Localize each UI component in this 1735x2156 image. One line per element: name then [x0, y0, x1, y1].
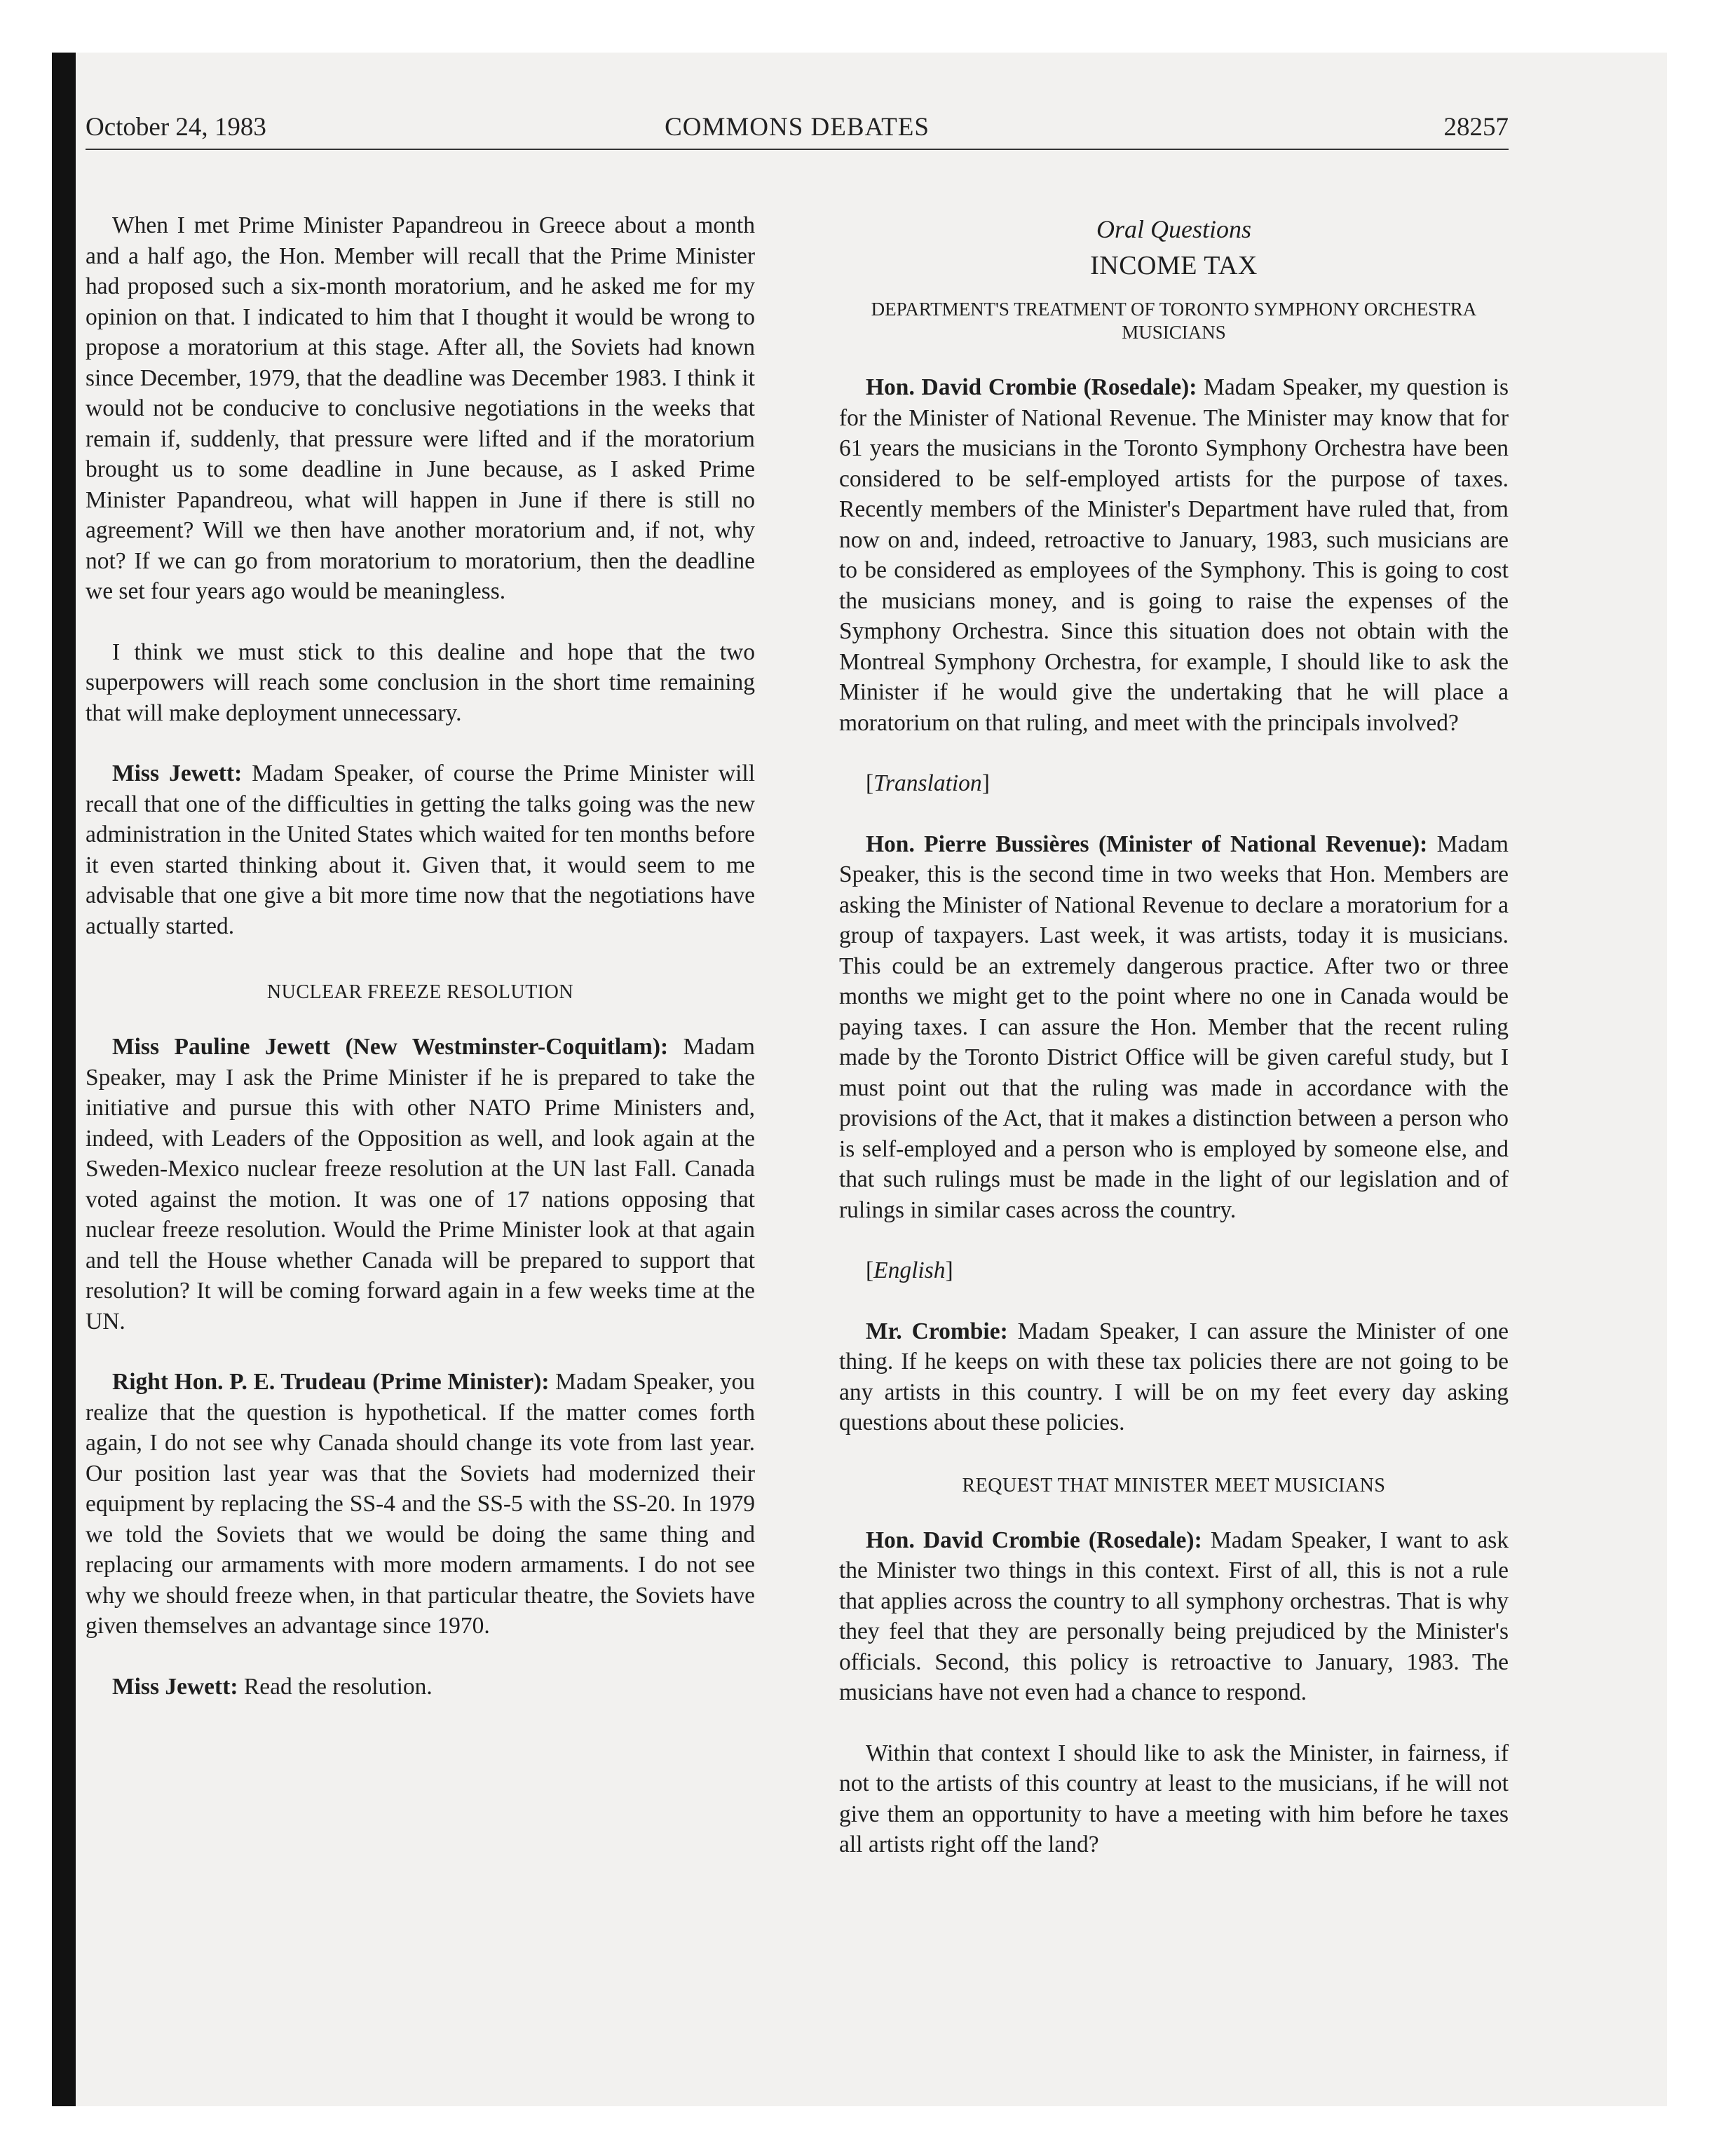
oral-questions-label: Oral Questions — [1096, 215, 1251, 243]
header-page-number: 28257 — [1443, 113, 1509, 142]
speech-text: Madam Speaker, I can assure the Minister of one thing. If he keeps on with these tax policies there are not going to be any artists in this country. I will be on my feet every day asking questions about these policies. — [839, 1318, 1509, 1435]
translation-marker: [Translation] — [866, 770, 990, 796]
page-header — [86, 112, 1509, 154]
scan-edge-bar — [52, 53, 76, 2106]
speaker-name: Hon. Pierre Bussières (Minister of National Revenue): — [866, 831, 1428, 857]
english-marker: [English] — [866, 1257, 953, 1283]
header-date: October 24, 1983 — [86, 113, 266, 142]
speech-paragraph — [86, 1032, 755, 1337]
speech-text: Madam Speaker, you realize that the question is hypothetical. If the matter comes forth again, I do not see why Canada should change its vote from last year. Our position last year was that the Soviets had modernized their equipment by replacing the SS-4 and the SS-5 with the SS-20. In 1979 we told the Soviets that we would be doing the same thing and replacing our armaments with more modern armaments. I do not see why we should freeze when, in that particular theatre, the Soviets have given themselves an advantage since 1970. — [86, 1369, 755, 1639]
paragraph: When I met Prime Minister Papandreou in Greece about a month and a half ago, the Hon. Member will recall that the Prime Minister had proposed such a six-month moratorium, and he asked me for my opinion on that. I indicated to him that I thought it would be wrong to propose a moratorium at this stage. After all, the Soviets had known since December, 1979, that the deadline was December 1983. I think it would not be conducive to conclusive negotiations in the weeks that remain if, suddenly, that pressure were lifted and if the moratorium brought us to some deadline in June because, as I asked Prime Minister Papandreou, what will happen in June if there is still no agreement? Will we then have another moratorium and, if not, why not? If we can go from moratorium to moratorium, then the deadline we set four years ago would be meaningless. — [86, 212, 755, 604]
scan-margin — [0, 0, 1735, 53]
main-heading: INCOME TAX — [1090, 251, 1258, 280]
speaker-name: Hon. David Crombie (Rosedale): — [866, 374, 1197, 400]
left-column — [86, 210, 755, 1732]
speech-paragraph — [86, 1672, 755, 1703]
speech-paragraph — [86, 1367, 755, 1642]
speaker-name: Miss Pauline Jewett (New Westminster-Coquitlam): — [112, 1034, 669, 1060]
header-title: COMMONS DEBATES — [665, 113, 930, 142]
right-column — [839, 214, 1509, 1890]
header-rule — [86, 149, 1509, 150]
speech-paragraph — [839, 372, 1509, 738]
paragraph: Within that context I should like to ask the Minister, in fairness, if not to the artists of this country at least to the musicians, if he will not give them an opportunity to have a meeting with him before he taxes all artists right off the land? — [839, 1740, 1509, 1857]
sub-heading: DEPARTMENT'S TREATMENT OF TORONTO SYMPHONY ORCHESTRA MUSICIANS — [871, 299, 1477, 343]
english-label: English — [873, 1257, 946, 1283]
speech-text: Madam Speaker, may I ask the Prime Minister if he is prepared to take the initiative and pursue this with other NATO Prime Ministers and, indeed, with Leaders of the Opposition as well, and look again at the Sweden-Mexico nuclear freeze resolution at the UN last Fall. Canada voted against the motion. It was one of 17 nations opposing that nuclear freeze resolution. Would the Prime Minister look at that again and tell the House whether Canada will be prepared to support that resolution? It will be coming forward again in a few weeks time at the UN. — [86, 1034, 755, 1335]
speech-paragraph — [839, 1525, 1509, 1708]
translation-label: Translation — [873, 770, 982, 796]
paragraph: I think we must stick to this dealine and hope that the two superpowers will reach some conclusion in the short time remaining that will make deployment unnecessary. — [86, 639, 755, 726]
section-heading: NUCLEAR FREEZE RESOLUTION — [266, 981, 574, 1003]
speech-paragraph — [839, 1316, 1509, 1438]
speaker-name: Miss Jewett: — [112, 1673, 238, 1700]
speech-text: Madam Speaker, of course the Prime Minister will recall that one of the difficulties in getting the talks going was the new administration in the United States which waited for ten months before it even started thinking about it. Given that, it would seem to me advisable that one give a bit more time now that the negotiations have actually started. — [86, 760, 755, 939]
speech-paragraph — [86, 758, 755, 941]
speech-text: Read the resolution. — [238, 1673, 433, 1700]
section-heading: REQUEST THAT MINISTER MEET MUSICIANS — [962, 1474, 1386, 1496]
speech-paragraph — [839, 829, 1509, 1226]
speech-text: Madam Speaker, this is the second time in two weeks that Hon. Members are asking the Minister of National Revenue to declare a moratorium for a group of taxpayers. Last week, it was artists, today it is musicians. This could be an extremely dangerous practice. After two or three months we might get to the point where no one in Canada would be paying taxes. I can assure the Hon. Member that the recent ruling made by the Toronto District Office will be given careful study, but I must point out that the ruling was made in accordance with the provisions of the Act, that it makes a distinction between a person who is self-employed and a person who is employed by someone else, and that such rulings must be made in the light of our legislation and of rulings in similar cases across the country. — [839, 831, 1509, 1223]
speaker-name: Hon. David Crombie (Rosedale): — [866, 1527, 1202, 1553]
speech-text: Madam Speaker, I want to ask the Minister two things in this context. First of all, this is not a rule that applies across the country to all symphony orchestras. That is why they feel that they are personally being prejudiced by the Minister's officials. Second, this policy is retroactive to January, 1983. The musicians have not even had a chance to respond. — [839, 1527, 1509, 1705]
speaker-name: Mr. Crombie: — [866, 1318, 1008, 1344]
speaker-name: Right Hon. P. E. Trudeau (Prime Minister): — [112, 1369, 550, 1395]
speaker-name: Miss Jewett: — [112, 760, 243, 786]
speech-text: Madam Speaker, my question is for the Minister of National Revenue. The Minister may know that for 61 years the musicians in the Toronto Symphony Orchestra have been considered to be self-employed artists for the purpose of taxes. Recently members of the Minister's Department have ruled that, from now on and, indeed, retroactive to January, 1983, such musicians are to be considered as employees of the Symphony. This is going to cost the musicians money, and is going to raise the expenses of the Symphony Orchestra. Since this situation does not obtain with the Montreal Symphony Orchestra, for example, I should like to ask the Minister if he would give the undertaking that he will place a moratorium on that ruling, and meet with the principals involved? — [839, 374, 1509, 736]
